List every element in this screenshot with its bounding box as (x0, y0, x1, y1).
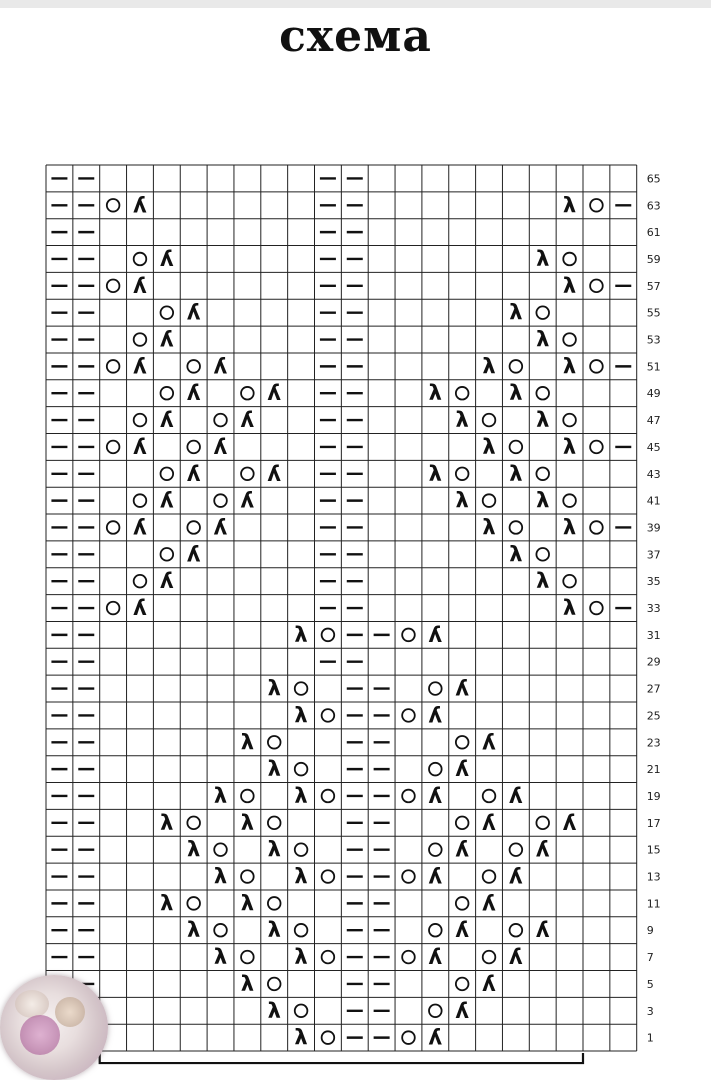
row-number-label: 11 (646, 897, 661, 911)
yarn-over-circle (295, 682, 308, 695)
row-number-label: 19 (646, 789, 661, 803)
row-number-label: 47 (646, 414, 661, 428)
row-number-label: 1 (646, 1031, 654, 1045)
yarn-over-circle (268, 817, 281, 830)
decrease-right-symbol: λ (160, 810, 174, 835)
decrease-right-symbol: λ (562, 596, 577, 621)
row-number-label: 63 (646, 199, 661, 213)
decrease-right-symbol: λ (562, 354, 577, 379)
decrease-left-symbol: ʎ (428, 622, 443, 647)
yarn-over-circle (536, 467, 549, 480)
yarn-over-circle (563, 575, 576, 588)
decrease-right-symbol: λ (187, 918, 201, 943)
decrease-right-symbol: λ (509, 300, 523, 325)
decrease-right-symbol: λ (267, 918, 281, 943)
row-number-label: 65 (646, 172, 661, 186)
yarn-over-circle (510, 843, 523, 856)
decrease-left-symbol: ʎ (535, 918, 550, 943)
yarn-over-circle (402, 790, 415, 803)
row-number-label: 39 (646, 521, 661, 535)
decrease-left-symbol: ʎ (482, 971, 496, 996)
row-number-label: 53 (646, 333, 661, 347)
decrease-left-symbol: ʎ (133, 434, 147, 459)
decrease-right-symbol: λ (455, 408, 469, 433)
decrease-left-symbol: ʎ (213, 354, 228, 379)
row-number-label: 59 (646, 252, 661, 266)
decrease-right-symbol: λ (428, 381, 442, 406)
yarn-over-circle (429, 1004, 442, 1017)
yarn-over-circle (429, 763, 442, 776)
yarn-over-circle (483, 951, 496, 964)
row-number-label: 51 (646, 360, 661, 374)
decrease-right-symbol: λ (536, 246, 550, 271)
decrease-right-symbol: λ (187, 837, 201, 862)
yarn-over-circle (214, 494, 227, 507)
yarn-over-circle (590, 360, 603, 373)
decrease-right-symbol: λ (267, 676, 281, 701)
yarn-over-circle (590, 199, 603, 212)
row-number-label: 61 (646, 226, 661, 240)
decrease-left-symbol: ʎ (133, 193, 147, 218)
decrease-left-symbol: ʎ (159, 246, 174, 271)
yarn-over-circle (322, 870, 335, 883)
decrease-left-symbol: ʎ (535, 837, 550, 862)
yarn-over-circle (563, 253, 576, 266)
yarn-over-circle (483, 870, 496, 883)
decrease-left-symbol: ʎ (186, 542, 201, 567)
watermark-logo (0, 975, 108, 1080)
decrease-right-symbol: λ (213, 864, 228, 889)
decrease-left-symbol: ʎ (509, 864, 523, 889)
decrease-left-symbol: ʎ (186, 300, 201, 325)
logo-yarn-light (15, 990, 49, 1018)
row-number-label: 43 (646, 467, 661, 481)
yarn-over-circle (295, 843, 308, 856)
decrease-left-symbol: ʎ (186, 461, 201, 486)
decrease-left-symbol: ʎ (133, 596, 147, 621)
row-number-label: 21 (646, 763, 661, 777)
row-number-label: 35 (646, 575, 661, 589)
decrease-left-symbol: ʎ (267, 381, 282, 406)
yarn-over-circle (590, 602, 603, 615)
row-number-label: 55 (646, 306, 661, 320)
yarn-over-circle (107, 441, 120, 454)
yarn-over-circle (295, 924, 308, 937)
row-number-label: 41 (646, 494, 661, 508)
decrease-left-symbol: ʎ (562, 810, 577, 835)
yarn-over-circle (134, 414, 147, 427)
decrease-left-symbol: ʎ (428, 945, 443, 970)
row-number-label: 3 (646, 1004, 654, 1018)
decrease-left-symbol: ʎ (159, 327, 174, 352)
decrease-left-symbol: ʎ (455, 676, 470, 701)
decrease-right-symbol: λ (294, 864, 308, 889)
row-number-label: 7 (646, 951, 654, 965)
yarn-over-circle (322, 709, 335, 722)
decrease-left-symbol: ʎ (455, 757, 470, 782)
row-number-label: 25 (646, 709, 661, 723)
yarn-over-circle (241, 870, 254, 883)
yarn-over-circle (268, 897, 281, 910)
decrease-right-symbol: λ (213, 783, 228, 808)
yarn-over-circle (241, 951, 254, 964)
decrease-right-symbol: λ (240, 971, 255, 996)
decrease-right-symbol: λ (482, 354, 496, 379)
yarn-over-circle (402, 951, 415, 964)
decrease-right-symbol: λ (240, 730, 255, 755)
yarn-over-circle (268, 736, 281, 749)
yarn-over-circle (214, 414, 227, 427)
yarn-over-circle (268, 978, 281, 991)
decrease-left-symbol: ʎ (213, 434, 228, 459)
yarn-over-circle (187, 441, 200, 454)
decrease-right-symbol: λ (294, 622, 308, 647)
row-number-label: 57 (646, 279, 661, 293)
row-number-label: 37 (646, 548, 661, 562)
decrease-right-symbol: λ (294, 783, 308, 808)
decrease-right-symbol: λ (482, 434, 496, 459)
yarn-over-circle (590, 521, 603, 534)
yarn-over-circle (161, 467, 174, 480)
decrease-right-symbol: λ (509, 542, 523, 567)
row-number-label: 17 (646, 816, 661, 830)
yarn-over-circle (402, 629, 415, 642)
yarn-over-circle (456, 387, 469, 400)
decrease-left-symbol: ʎ (267, 461, 282, 486)
yarn-over-circle (456, 467, 469, 480)
yarn-over-circle (563, 414, 576, 427)
decrease-right-symbol: λ (562, 515, 577, 540)
decrease-left-symbol: ʎ (159, 408, 174, 433)
decrease-right-symbol: λ (536, 408, 550, 433)
row-number-label: 45 (646, 440, 661, 454)
yarn-over-circle (536, 548, 549, 561)
decrease-right-symbol: λ (536, 488, 550, 513)
decrease-right-symbol: λ (267, 837, 281, 862)
decrease-right-symbol: λ (455, 488, 469, 513)
decrease-left-symbol: ʎ (133, 515, 147, 540)
row-number-label: 29 (646, 655, 661, 669)
decrease-left-symbol: ʎ (428, 783, 443, 808)
yarn-over-circle (107, 199, 120, 212)
decrease-left-symbol: ʎ (213, 515, 228, 540)
yarn-over-circle (187, 897, 200, 910)
decrease-left-symbol: ʎ (455, 998, 470, 1023)
decrease-left-symbol: ʎ (186, 381, 201, 406)
decrease-right-symbol: λ (536, 569, 550, 594)
decrease-right-symbol: λ (562, 434, 577, 459)
yarn-over-circle (107, 280, 120, 293)
yarn-over-circle (563, 494, 576, 507)
yarn-over-circle (536, 817, 549, 830)
decrease-left-symbol: ʎ (159, 569, 174, 594)
yarn-over-circle (536, 306, 549, 319)
yarn-over-circle (456, 736, 469, 749)
yarn-over-circle (107, 602, 120, 615)
yarn-over-circle (510, 521, 523, 534)
yarn-over-circle (322, 790, 335, 803)
yarn-over-circle (402, 709, 415, 722)
row-number-label: 5 (646, 977, 654, 991)
yarn-over-circle (483, 790, 496, 803)
yarn-over-circle (295, 1004, 308, 1017)
decrease-left-symbol: ʎ (133, 354, 147, 379)
decrease-right-symbol: λ (294, 703, 308, 728)
decrease-left-symbol: ʎ (240, 408, 255, 433)
logo-yarn-beige (55, 997, 85, 1027)
yarn-over-circle (134, 253, 147, 266)
yarn-over-circle (241, 467, 254, 480)
decrease-left-symbol: ʎ (455, 918, 470, 943)
decrease-right-symbol: λ (294, 1025, 308, 1050)
yarn-over-circle (510, 924, 523, 937)
decrease-right-symbol: λ (428, 461, 442, 486)
row-number-label: 23 (646, 736, 661, 750)
yarn-over-circle (590, 280, 603, 293)
yarn-over-circle (402, 1031, 415, 1044)
yarn-over-circle (134, 333, 147, 346)
yarn-over-circle (429, 843, 442, 856)
yarn-over-circle (510, 441, 523, 454)
decrease-left-symbol: ʎ (455, 837, 470, 862)
yarn-over-circle (107, 360, 120, 373)
decrease-left-symbol: ʎ (428, 703, 443, 728)
yarn-over-circle (161, 306, 174, 319)
decrease-left-symbol: ʎ (482, 891, 496, 916)
yarn-over-circle (295, 763, 308, 776)
decrease-right-symbol: λ (509, 381, 523, 406)
yarn-over-circle (429, 682, 442, 695)
yarn-over-circle (322, 1031, 335, 1044)
yarn-over-circle (483, 494, 496, 507)
decrease-left-symbol: ʎ (428, 1025, 443, 1050)
yarn-over-circle (134, 494, 147, 507)
decrease-right-symbol: λ (294, 945, 308, 970)
yarn-over-circle (187, 360, 200, 373)
yarn-over-circle (456, 978, 469, 991)
decrease-right-symbol: λ (160, 891, 174, 916)
decrease-right-symbol: λ (240, 891, 255, 916)
decrease-right-symbol: λ (536, 327, 550, 352)
repeat-bracket (100, 1053, 583, 1063)
yarn-over-circle (134, 575, 147, 588)
decrease-right-symbol: λ (267, 757, 281, 782)
row-number-label: 9 (646, 924, 654, 938)
decrease-right-symbol: λ (562, 273, 577, 298)
yarn-over-circle (161, 387, 174, 400)
row-number-label: 13 (646, 870, 661, 884)
decrease-right-symbol: λ (562, 193, 577, 218)
yarn-over-circle (510, 360, 523, 373)
yarn-over-circle (214, 843, 227, 856)
yarn-over-circle (187, 817, 200, 830)
yarn-over-circle (483, 414, 496, 427)
row-number-label: 33 (646, 602, 661, 616)
decrease-right-symbol: λ (213, 945, 228, 970)
row-number-label: 31 (646, 628, 661, 642)
yarn-over-circle (563, 333, 576, 346)
logo-yarn-pink (20, 1015, 60, 1055)
row-number-label: 27 (646, 682, 661, 696)
yarn-over-circle (322, 629, 335, 642)
yarn-over-circle (161, 548, 174, 561)
decrease-left-symbol: ʎ (240, 488, 255, 513)
decrease-right-symbol: λ (267, 998, 281, 1023)
yarn-over-circle (536, 387, 549, 400)
yarn-over-circle (241, 790, 254, 803)
yarn-over-circle (429, 924, 442, 937)
decrease-right-symbol: λ (509, 461, 523, 486)
decrease-left-symbol: ʎ (159, 488, 174, 513)
yarn-over-circle (187, 521, 200, 534)
row-number-label: 49 (646, 387, 661, 401)
page-title: схема (279, 11, 432, 62)
yarn-over-circle (456, 817, 469, 830)
yarn-over-circle (107, 521, 120, 534)
decrease-left-symbol: ʎ (482, 810, 496, 835)
yarn-over-circle (241, 387, 254, 400)
yarn-over-circle (214, 924, 227, 937)
row-number-label: 15 (646, 843, 661, 857)
yarn-over-circle (456, 897, 469, 910)
yarn-over-circle (590, 441, 603, 454)
decrease-right-symbol: λ (240, 810, 255, 835)
decrease-left-symbol: ʎ (509, 783, 523, 808)
decrease-left-symbol: ʎ (509, 945, 523, 970)
decrease-left-symbol: ʎ (482, 730, 496, 755)
yarn-over-circle (402, 870, 415, 883)
decrease-left-symbol: ʎ (133, 273, 147, 298)
decrease-left-symbol: ʎ (428, 864, 443, 889)
yarn-over-circle (322, 951, 335, 964)
decrease-right-symbol: λ (482, 515, 496, 540)
